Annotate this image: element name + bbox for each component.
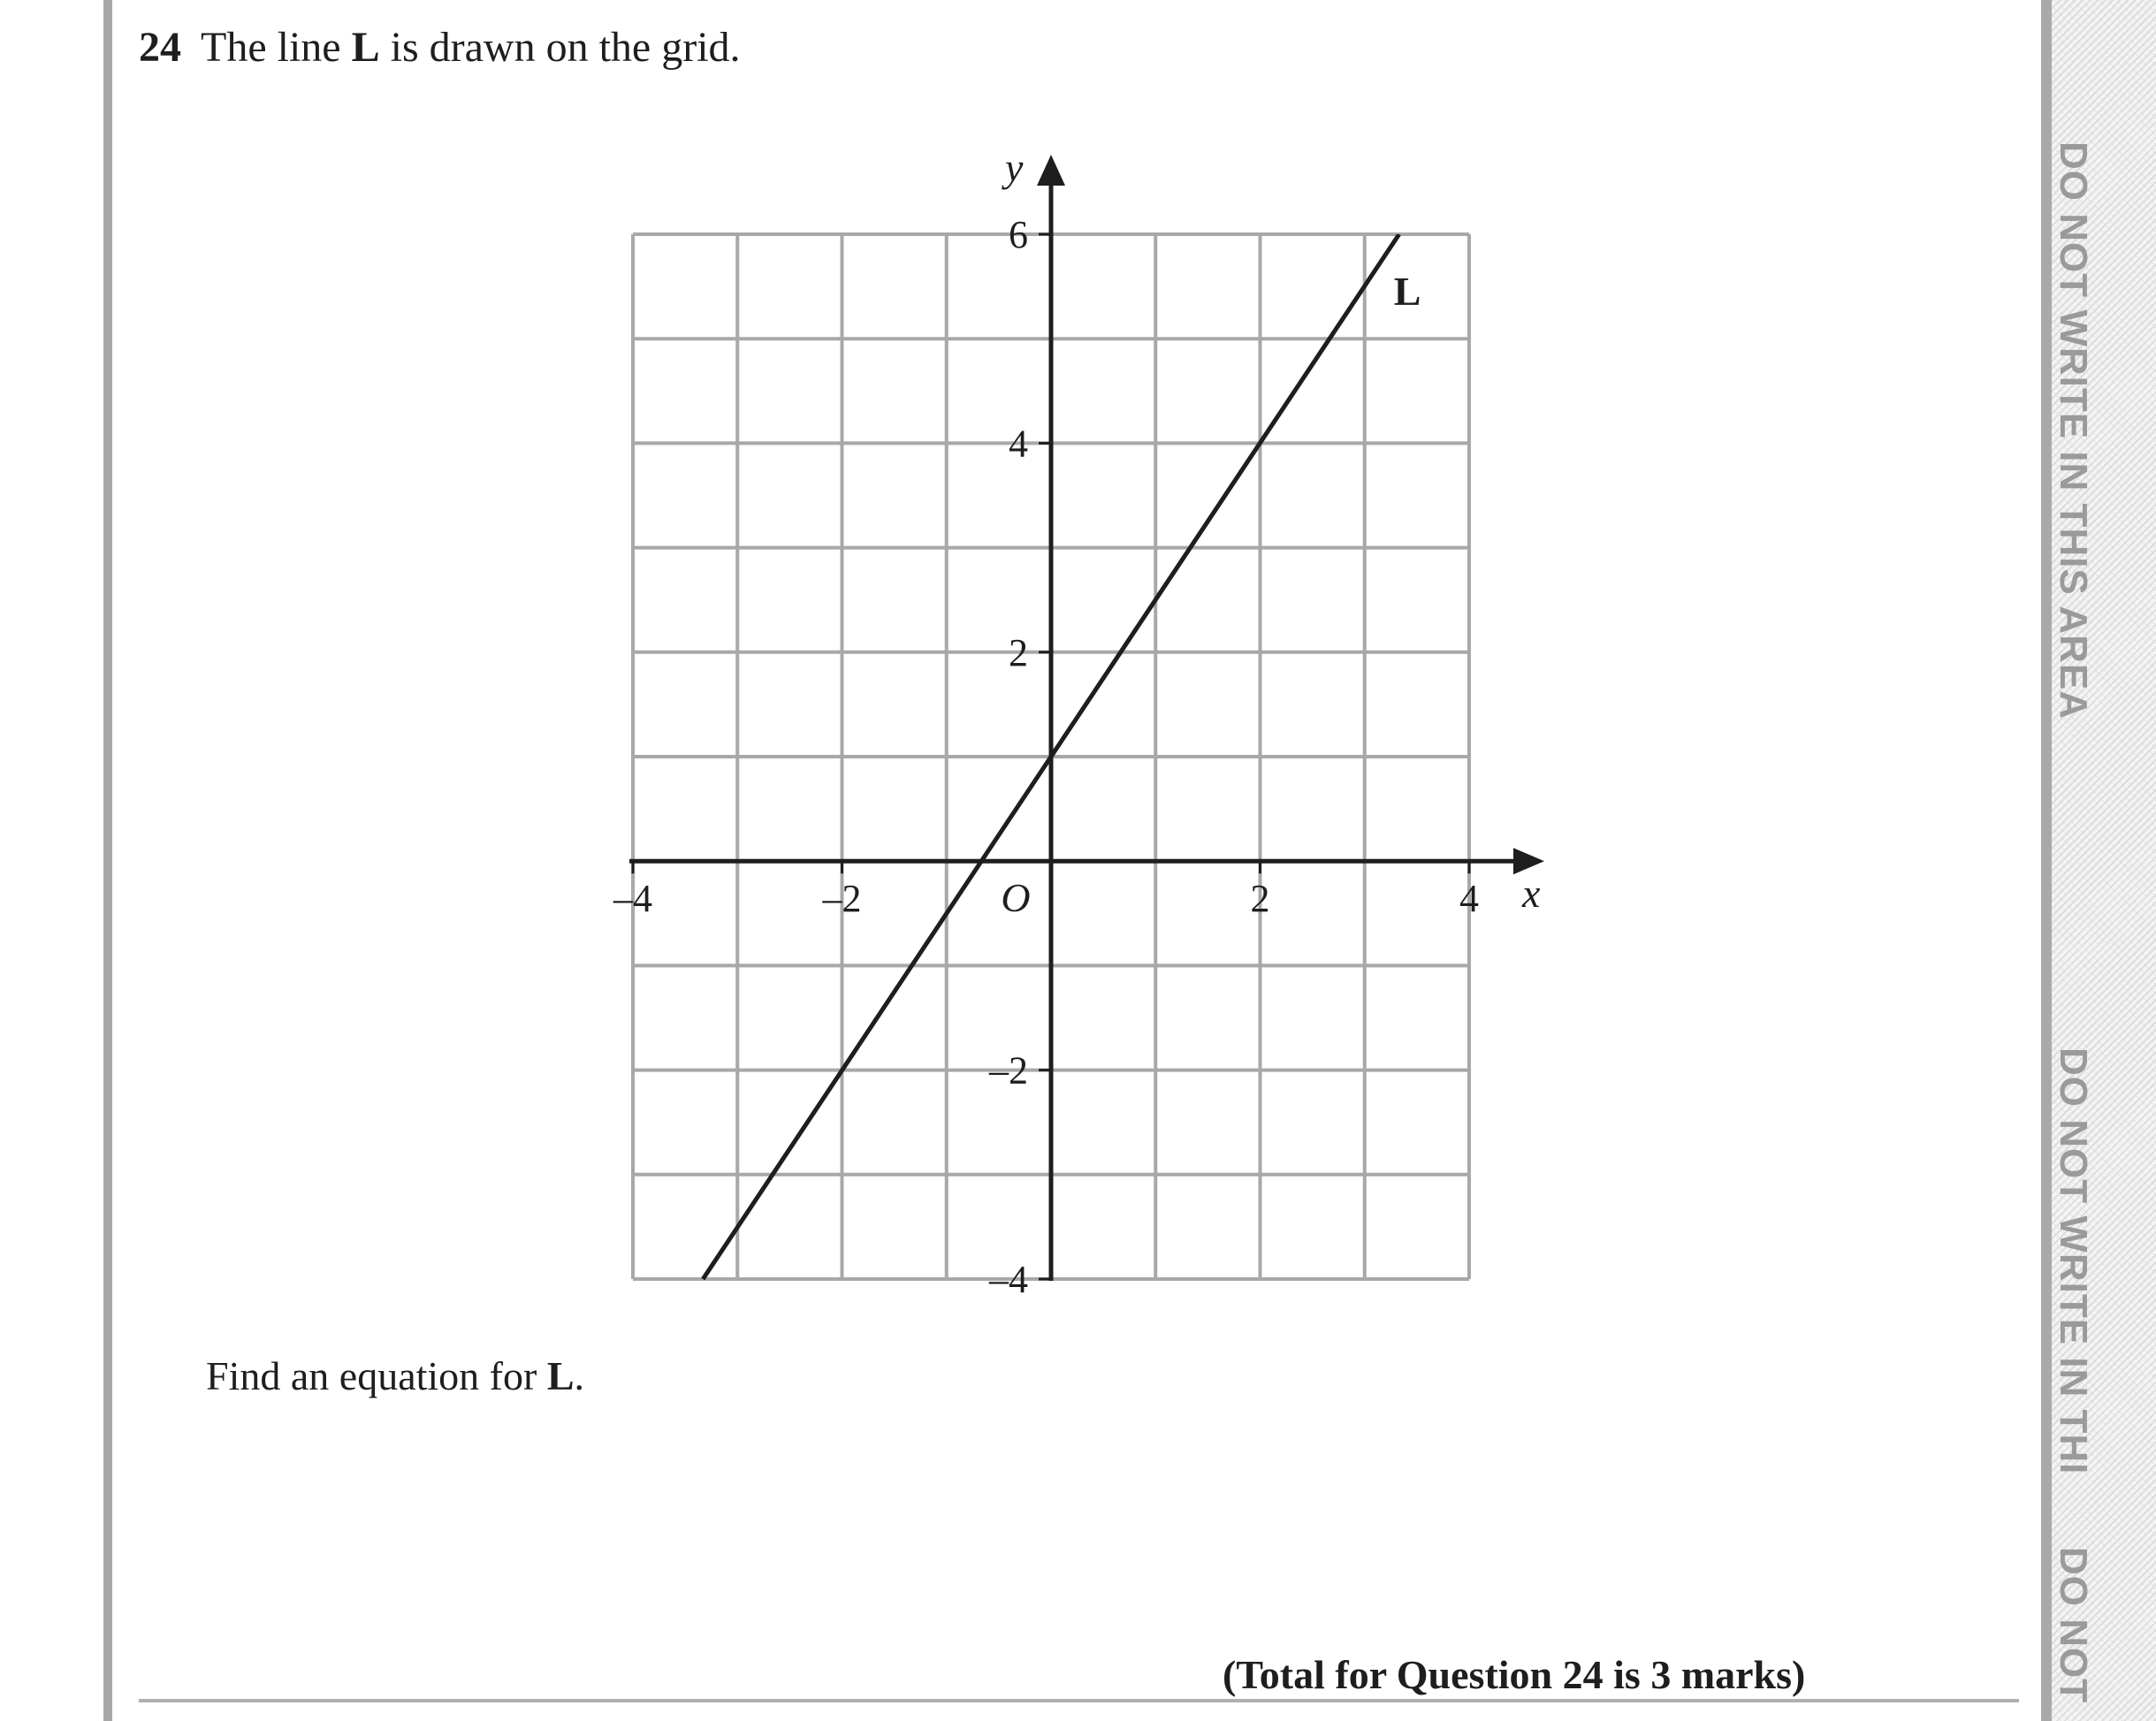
- question-total-marks: (Total for Question 24 is 3 marks): [1223, 1652, 1806, 1697]
- y-tick-label: –2: [989, 1048, 1028, 1093]
- axes: [629, 155, 1544, 1281]
- question-line-name: L: [351, 24, 380, 71]
- question-intro-start: The line: [201, 24, 352, 71]
- x-axis-label: x: [1522, 871, 1541, 917]
- margin-warning-1: DO NOT WRITE IN THIS AREA: [2052, 141, 2095, 720]
- y-tick-label: –4: [989, 1258, 1028, 1301]
- question-number: 24: [139, 24, 181, 71]
- y-tick-label: 6: [1009, 213, 1028, 256]
- prompt-text-end: .: [574, 1353, 584, 1398]
- y-tick-label: 2: [1009, 630, 1028, 674]
- bottom-rule: [139, 1699, 2019, 1702]
- origin-label: O: [1001, 875, 1031, 921]
- margin-warning-3: DO NOT: [2052, 1547, 2095, 1704]
- y-axis-label: y: [1005, 145, 1024, 190]
- y-tick-label: 4: [1009, 422, 1028, 466]
- x-tick-label: 4: [1459, 877, 1479, 921]
- question-intro-end: is drawn on the grid.: [379, 24, 741, 71]
- y-axis-arrow: [1037, 155, 1065, 186]
- series-label-L: L: [1393, 269, 1421, 314]
- prompt-line-name: L: [546, 1353, 575, 1398]
- chart-labels: [1001, 145, 1541, 920]
- prompt-text-start: Find an equation for: [206, 1353, 547, 1398]
- x-tick-label: –4: [613, 877, 652, 921]
- x-tick-label: 2: [1250, 877, 1270, 921]
- x-tick-label: –2: [822, 877, 862, 921]
- margin-warning-2: DO NOT WRITE IN THI: [2052, 1047, 2095, 1475]
- question-prompt: [206, 1352, 584, 1399]
